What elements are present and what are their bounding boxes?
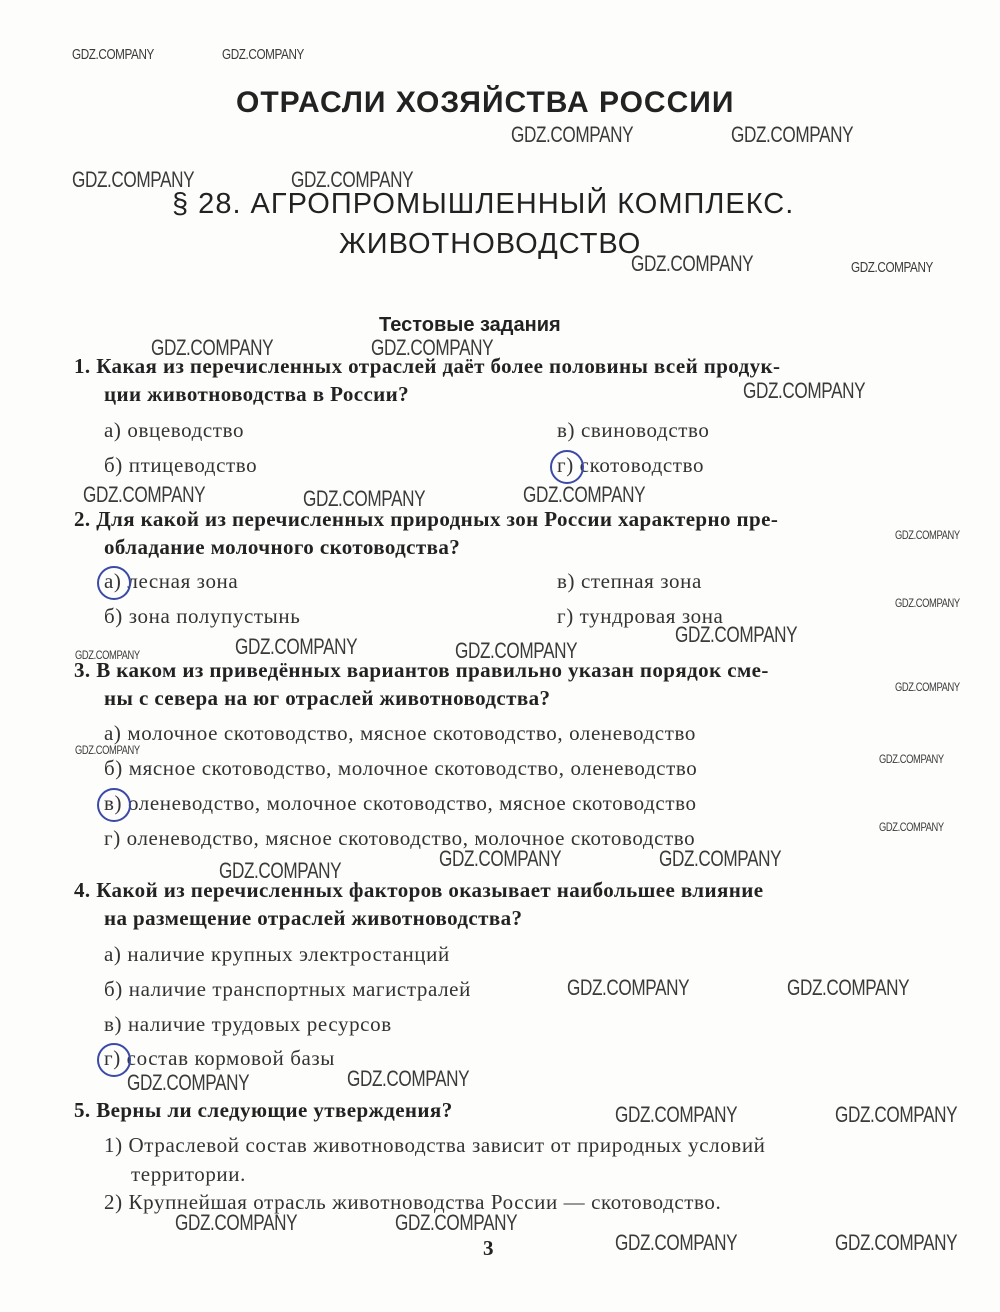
watermark: GDZ.COMPANY bbox=[631, 251, 754, 276]
watermark: GDZ.COMPANY bbox=[835, 1102, 958, 1127]
question-4-option[interactable]: в) наличие трудовых ресурсов bbox=[104, 1012, 392, 1036]
watermark: GDZ.COMPANY bbox=[83, 482, 206, 507]
statement-1: 1) Отраслевой состав животноводства зависит от природных условий bbox=[104, 1133, 766, 1157]
watermark: GDZ.COMPANY bbox=[72, 46, 154, 63]
question-3-line1: 3. В каком из приведённых вариантов правильно указан порядок сме- bbox=[74, 658, 769, 682]
watermark: GDZ.COMPANY bbox=[523, 482, 646, 507]
watermark: GDZ.COMPANY bbox=[455, 638, 578, 663]
question-4-line1: 4. Какой из перечисленных факторов оказывает наибольшее влияние bbox=[74, 878, 764, 902]
question-2-option[interactable]: в) степная зона bbox=[557, 569, 702, 593]
question-2-line2: обладание молочного скотоводства? bbox=[104, 535, 461, 559]
watermark: GDZ.COMPANY bbox=[222, 46, 304, 63]
statement-1-cont: территории. bbox=[131, 1162, 246, 1186]
answer-circle bbox=[97, 1043, 131, 1077]
watermark: GDZ.COMPANY bbox=[75, 648, 140, 662]
answer-circle bbox=[550, 450, 584, 484]
statement-2: 2) Крупнейшая отрасль животноводства России — скотоводство. bbox=[104, 1190, 722, 1214]
question-5-line1: 5. Верны ли следующие утверждения? bbox=[74, 1098, 453, 1122]
watermark: GDZ.COMPANY bbox=[75, 743, 140, 757]
paragraph-title-line2: ЖИВОТНОВОДСТВО bbox=[339, 228, 642, 260]
question-4-option[interactable]: г) состав кормовой базы bbox=[104, 1046, 336, 1070]
question-2-option[interactable]: г) тундровая зона bbox=[557, 604, 724, 628]
watermark: GDZ.COMPANY bbox=[291, 167, 414, 192]
question-1-option[interactable]: б) птицеводство bbox=[104, 453, 258, 477]
watermark: GDZ.COMPANY bbox=[895, 680, 960, 694]
question-3-option[interactable]: а) молочное скотоводство, мясное скотоводство, оленеводство bbox=[104, 721, 696, 745]
question-3-line2: ны с севера на юг отраслей животноводства? bbox=[104, 686, 551, 710]
paragraph-title-line1: § 28. АГРОПРОМЫШЛЕННЫЙ КОМПЛЕКС. bbox=[172, 188, 795, 220]
section-title: ОТРАСЛИ ХОЗЯЙСТВА РОССИИ bbox=[236, 86, 735, 119]
question-3-option[interactable]: в) оленеводство, молочное скотоводство, мясное скотоводство bbox=[104, 791, 697, 815]
answer-circle bbox=[97, 788, 131, 822]
watermark: GDZ.COMPANY bbox=[615, 1102, 738, 1127]
watermark: GDZ.COMPANY bbox=[175, 1210, 298, 1235]
watermark: GDZ.COMPANY bbox=[511, 122, 634, 147]
tests-heading: Тестовые задания bbox=[379, 314, 561, 336]
question-2-option[interactable]: а) лесная зона bbox=[104, 569, 239, 593]
watermark: GDZ.COMPANY bbox=[371, 335, 494, 360]
watermark: GDZ.COMPANY bbox=[303, 486, 426, 511]
watermark: GDZ.COMPANY bbox=[851, 259, 933, 276]
page-number: 3 bbox=[483, 1236, 494, 1260]
watermark: GDZ.COMPANY bbox=[567, 975, 690, 1000]
question-1-line2: ции животноводства в России? bbox=[104, 382, 410, 406]
question-1-option[interactable]: г) скотоводство bbox=[557, 453, 705, 477]
question-4-option[interactable]: а) наличие крупных электростанций bbox=[104, 942, 450, 966]
watermark: GDZ.COMPANY bbox=[879, 820, 944, 834]
watermark: GDZ.COMPANY bbox=[151, 335, 274, 360]
question-3-option[interactable]: г) оленеводство, мясное скотоводство, молочное скотоводство bbox=[104, 826, 696, 850]
watermark: GDZ.COMPANY bbox=[835, 1230, 958, 1255]
watermark: GDZ.COMPANY bbox=[787, 975, 910, 1000]
watermark: GDZ.COMPANY bbox=[743, 378, 866, 403]
watermark: GDZ.COMPANY bbox=[731, 122, 854, 147]
question-4-option[interactable]: б) наличие транспортных магистралей bbox=[104, 977, 471, 1001]
question-1-option[interactable]: а) овцеводство bbox=[104, 418, 245, 442]
watermark: GDZ.COMPANY bbox=[879, 752, 944, 766]
watermark: GDZ.COMPANY bbox=[347, 1066, 470, 1091]
answer-circle bbox=[97, 566, 131, 600]
watermark: GDZ.COMPANY bbox=[659, 846, 782, 871]
watermark: GDZ.COMPANY bbox=[395, 1210, 518, 1235]
watermark: GDZ.COMPANY bbox=[127, 1070, 250, 1095]
question-2-line1: 2. Для какой из перечисленных природных зон России характерно пре- bbox=[74, 507, 779, 531]
question-2-option[interactable]: б) зона полупустынь bbox=[104, 604, 301, 628]
watermark: GDZ.COMPANY bbox=[615, 1230, 738, 1255]
watermark: GDZ.COMPANY bbox=[895, 596, 960, 610]
watermark: GDZ.COMPANY bbox=[219, 858, 342, 883]
watermark: GDZ.COMPANY bbox=[895, 528, 960, 542]
watermark: GDZ.COMPANY bbox=[439, 846, 562, 871]
question-1-option[interactable]: в) свиноводство bbox=[557, 418, 710, 442]
watermark: GDZ.COMPANY bbox=[72, 167, 195, 192]
question-4-line2: на размещение отраслей животноводства? bbox=[104, 906, 523, 930]
watermark: GDZ.COMPANY bbox=[235, 634, 358, 659]
watermark: GDZ.COMPANY bbox=[675, 622, 798, 647]
question-3-option[interactable]: б) мясное скотоводство, молочное скотоводство, оленеводство bbox=[104, 756, 698, 780]
question-1-line1: 1. Какая из перечисленных отраслей даёт более половины всей продук- bbox=[74, 354, 781, 378]
